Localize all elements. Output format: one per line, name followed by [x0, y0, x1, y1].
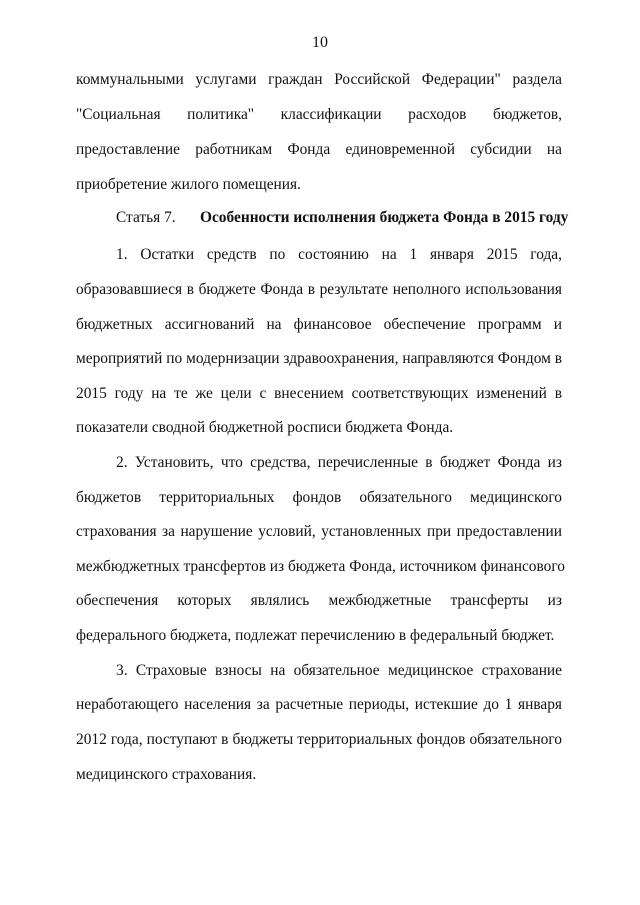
text-line: 2012 года, поступают в бюджеты территориальных фондов обязательного [76, 731, 562, 748]
text-line: показатели сводной бюджетной росписи бюджета Фонда. [76, 419, 454, 436]
text-line: 1. Остатки средств по состоянию на 1 января 2015 года, [116, 246, 562, 263]
text-line: 3. Страховые взносы на обязательное медицинское страхование [116, 662, 562, 679]
text-line: коммунальными услугами граждан Российской Федерации" раздела [76, 71, 562, 88]
text-line: бюджетных ассигнований на финансовое обеспечение программ и [76, 316, 562, 333]
text-line: 2015 году на те же цели с внесением соответствующих изменений в [76, 385, 562, 402]
text-line: предоставление работникам Фонда единовременной субсидии на [76, 141, 562, 158]
text-line: образовавшиеся в бюджете Фонда в результате неполного использования [76, 281, 562, 298]
text-line: мероприятий по модернизации здравоохранения, направляются Фондом в [76, 350, 562, 367]
article-heading [116, 208, 569, 228]
text-line: обеспечения которых являлись межбюджетные трансферты из [76, 592, 562, 609]
text-line: федерального бюджета, подлежат перечислению в федеральный бюджет. [76, 627, 555, 644]
text-line: межбюджетных трансфертов из бюджета Фонда, источником финансового [76, 558, 565, 575]
text-line: приобретение жилого помещения. [76, 176, 301, 193]
text-line: страхования за нарушение условий, установленных при предоставлении [76, 523, 562, 540]
text-line: неработающего населения за расчетные периоды, истекшие до 1 января [76, 696, 562, 713]
page-number: 10 [312, 34, 328, 51]
text-line: 2. Установить, что средства, перечисленные в бюджет Фонда из [116, 454, 562, 471]
text-line: "Социальная политика" классификации расходов бюджетов, [76, 106, 562, 123]
text-line: бюджетов территориальных фондов обязательного медицинского [76, 489, 562, 506]
text-line: медицинского страхования. [76, 766, 257, 783]
article-title: Особенности исполнения бюджета Фонда в 2015 году [200, 209, 569, 226]
article-label: Статья 7. [116, 209, 176, 226]
